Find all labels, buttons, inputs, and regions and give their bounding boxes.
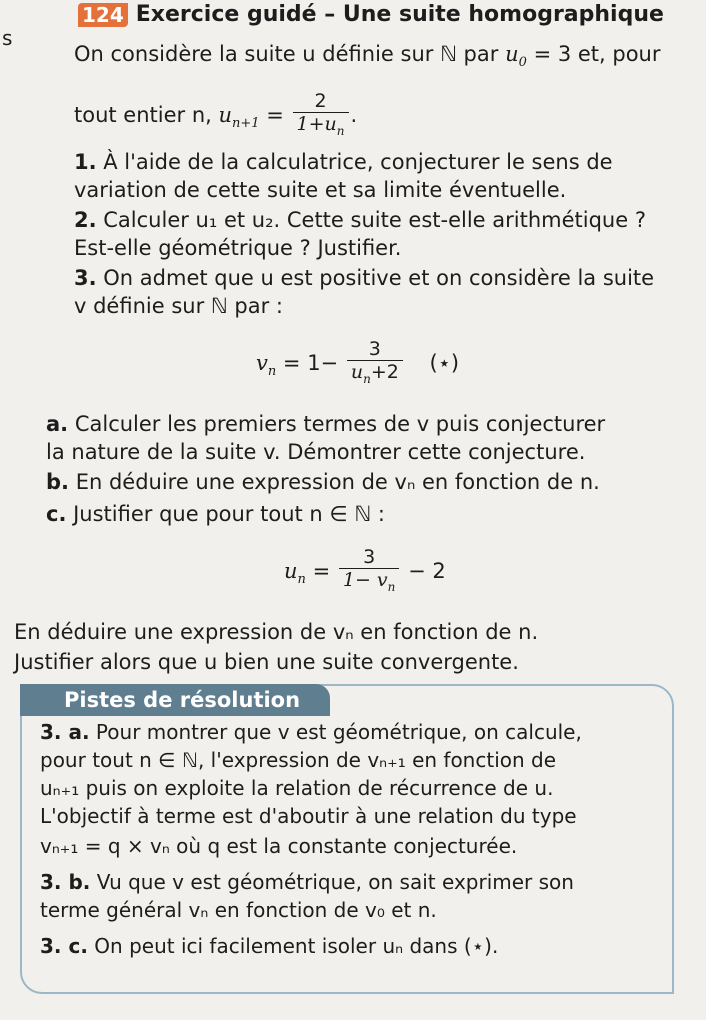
hint-3c-line: 3. c. On peut ici facilement isoler uₙ dans (⋆).: [40, 934, 499, 958]
hints-heading: Pistes de résolution: [20, 684, 330, 716]
u-from-v-fraction: $\frac{3}{1- v_n}$: [339, 546, 400, 598]
question-3c-line: c. Justifier que pour tout n ∈ ℕ :: [46, 502, 385, 526]
exercise-number-badge: 124: [78, 3, 128, 27]
v-definition-fraction: $\frac{3}{u_n+2}$: [347, 338, 403, 390]
margin-letter: s: [2, 26, 13, 50]
question-1-line-2: variation de cette suite et sa limite éventuelle.: [74, 178, 567, 202]
intro-line-1: On considère la suite u définie sur ℕ par $u_0 = 3$ et, pour: [74, 42, 661, 71]
question-2-line-1: 2. Calculer u₁ et u₂. Cette suite est-elle arithmétique ?: [74, 208, 646, 232]
hint-3a-line-5: vₙ₊₁ = q × vₙ où q est la constante conjecturée.: [40, 834, 518, 858]
hint-3a-line-4: L'objectif à terme est d'aboutir à une relation du type: [40, 804, 577, 828]
equation-v-definition: $v_n = 1-$ $\frac{3}{u_n+2}$ (⋆): [256, 338, 459, 390]
question-3-line-1: 3. On admet que u est positive et on considère la suite: [74, 266, 655, 290]
conclusion-line-1: En déduire une expression de vₙ en fonction de n.: [14, 620, 539, 644]
question-2-line-2: Est-elle géométrique ? Justifier.: [74, 236, 402, 260]
question-3b-line: b. En déduire une expression de vₙ en fonction de n.: [46, 470, 600, 494]
exercise-title: Exercice guidé – Une suite homographique: [135, 2, 664, 27]
hint-3a-line-1: 3. a. Pour montrer que v est géométrique, on calcule,: [40, 720, 582, 744]
hint-3a-line-2: pour tout n ∈ ℕ, l'expression de vₙ₊₁ en fonction de: [40, 748, 557, 772]
question-1-line-1: 1. À l'aide de la calculatrice, conjecturer le sens de: [74, 150, 613, 174]
hint-3b-line-1: 3. b. Vu que v est géométrique, on sait exprimer son: [40, 870, 574, 894]
question-3a-line-1: a. Calculer les premiers termes de v puis conjecturer: [46, 412, 606, 436]
exercise-header: [78, 2, 664, 27]
intro-line-2: tout entier n, $u_{n+1}$ = $\frac{2}{1+u_n}$ .: [74, 90, 357, 142]
equation-star-tag: (⋆): [429, 350, 460, 375]
question-3a-line-2: la nature de la suite v. Démontrer cette conjecture.: [46, 440, 586, 464]
hint-3a-line-3: uₙ₊₁ puis on exploite la relation de récurrence de u.: [40, 776, 554, 800]
conclusion-line-2: Justifier alors que u bien une suite convergente.: [14, 650, 519, 674]
hint-3b-line-2: terme général vₙ en fonction de v₀ et n.: [40, 898, 437, 922]
recurrence-fraction: $\frac{2}{1+u_n}$: [293, 90, 349, 142]
equation-u-from-v: $u_n$ = $\frac{3}{1- v_n}$ − 2: [284, 546, 446, 598]
question-3-line-2: v définie sur ℕ par :: [74, 294, 283, 318]
